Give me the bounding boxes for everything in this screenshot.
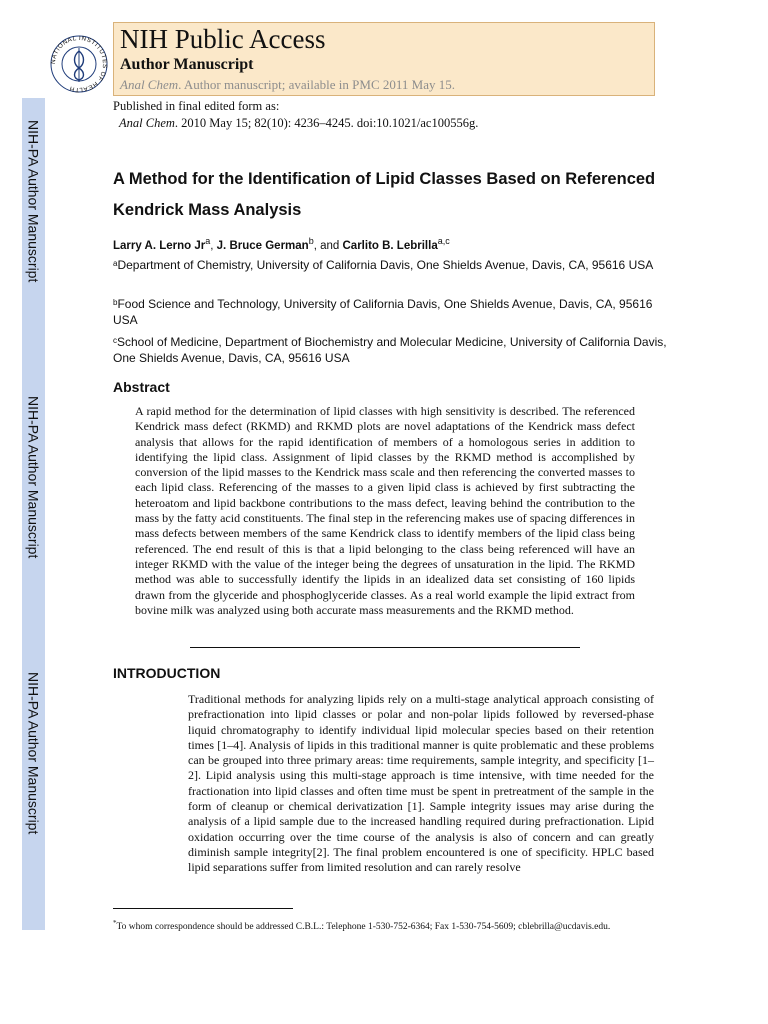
affiliation (113, 333, 673, 366)
banner-title: NIH Public Access (120, 24, 326, 54)
abstract-text: A rapid method for the determination of lipid classes with high sensitivity is described. The referenced Kendrick mass defect (RKMD) and RKMD plots are novel adaptations of the Kendrick mass defect analysis that allows for the rapid identification of members of a homologous series in addition to identifying the lipid class. Assignment of lipid classes by the RKMD method is accomplished by conversion of the lipid masses to the Kendrick mass scale and then referencing the converted masses to each lipid class. Referencing of the masses to a given lipid class is achieved by first subtracting the heteroatom and lipid backbone contributions to the mass defect, leaving behind the contribution to the mass by the fatty acid constituents. The final step in the referencing makes use of spacing differences in mass defects between members of the same Kendrick class to identify members of the lipid class being referenced. The end result of this is that a lipid belonging to the class being referenced will have an integer RKMD with the value of the integer being the degrees of unsaturation in the lipid. The RKMD method was able to successfully identify the lipids in an idealized data set consisting of 160 lipids drawn from the glyceride and phosphoglyceride classes. As a real world example the lipid extract from bovine milk was analyzed using both accurate mass measurements and the RKMD method. (135, 404, 635, 617)
side-label: NIH-PA Author Manuscript (25, 119, 42, 283)
footnote-divider (113, 908, 293, 909)
footnote (113, 919, 610, 932)
publication-label: Published in final edited form as: (113, 99, 280, 113)
author-affiliation-mark: a,c (437, 236, 450, 246)
logo-ring-text: NATIONAL INSTITUTES OF HEALTH (49, 34, 109, 94)
nih-public-access-banner (113, 22, 655, 96)
nih-logo-icon (43, 18, 115, 98)
side-label: NIH-PA Author Manuscript (25, 671, 42, 835)
author-list (113, 236, 450, 252)
abstract-heading: Abstract (113, 379, 170, 395)
publication-citation: . 2010 May 15; 82(10): 4236–4245. doi:10.1021/ac100556g. (174, 116, 479, 130)
affiliation-mark: b (113, 298, 118, 307)
author-separator: , and (313, 239, 343, 252)
affiliation (113, 295, 673, 328)
affiliation (113, 256, 673, 273)
introduction-text: Traditional methods for analyzing lipids rely on a multi-stage analytical approach consisting of prefractionation into lipid classes or polar and non-polar lipids followed by reversed-phase liquid chromatography to identify individual lipid molecular species based on their retention times [1–4]. Analysis of lipids in this traditional manner is quite problematic and these problems can be grouped into three primary areas: time requirements, sample integrity, and specificity [1–2]. Lipid analysis using this multi-stage approach is time intensive, with time needed for the fractionation into lipid classes and often time must be spent in pretreatment of the sample in the form of cleanup or chemical derivatization [1]. Sample integrity issues may arise during the analysis of a lipid sample due to the increased handling required during prefractionation. Lipid oxidation occurring over the time course of the analysis is also of concern and can greatly diminish sample integrity[2]. The final problem encountered is one of specificity. HPLC based lipid separations suffer from limited resolution and can rarely resolve (188, 692, 654, 875)
banner-note (120, 77, 455, 93)
introduction-heading: INTRODUCTION (113, 665, 221, 681)
affiliation-mark: c (113, 336, 117, 345)
footnote-marker: * (113, 919, 117, 927)
banner-subtitle: Author Manuscript (120, 56, 254, 73)
author-name: Carlito B. Lebrilla (342, 239, 438, 252)
article-title: A Method for the Identification of Lipid Classes Based on Referenced Kendrick Mass Analysis (113, 170, 656, 219)
side-label: NIH-PA Author Manuscript (25, 395, 42, 559)
author-name: Larry A. Lerno Jr (113, 239, 206, 252)
author-affiliation-mark: a (205, 236, 211, 246)
banner-note-journal: Anal Chem (120, 77, 179, 92)
affiliation-text: Department of Chemistry, University of California Davis, One Shields Avenue, Davis, CA, 95616 USA (117, 258, 654, 272)
affiliation-text: School of Medicine, Department of Biochemistry and Molecular Medicine, University of California Davis, One Shields Avenue, Davis, CA, 95616 USA (113, 335, 667, 365)
footnote-text: To whom correspondence should be addressed C.B.L.: Telephone 1-530-752-6364; Fax 1-530-754-5609; cblebrilla@ucdavis.edu. (116, 922, 611, 933)
publication-info (113, 98, 478, 132)
affiliation-text: Food Science and Technology, University of California Davis, One Shields Avenue, Davis, CA, 95616 USA (113, 297, 653, 327)
banner-note-text: . Author manuscript; available in PMC 2011 May 15. (178, 77, 455, 92)
section-divider (190, 647, 580, 648)
publication-citation-line (113, 115, 478, 132)
affiliation-mark: a (113, 259, 118, 268)
author-affiliation-mark: b (308, 236, 314, 246)
publication-journal: Anal Chem (119, 116, 175, 130)
author-name: J. Bruce German (216, 239, 309, 252)
author-separator: , (210, 239, 217, 252)
